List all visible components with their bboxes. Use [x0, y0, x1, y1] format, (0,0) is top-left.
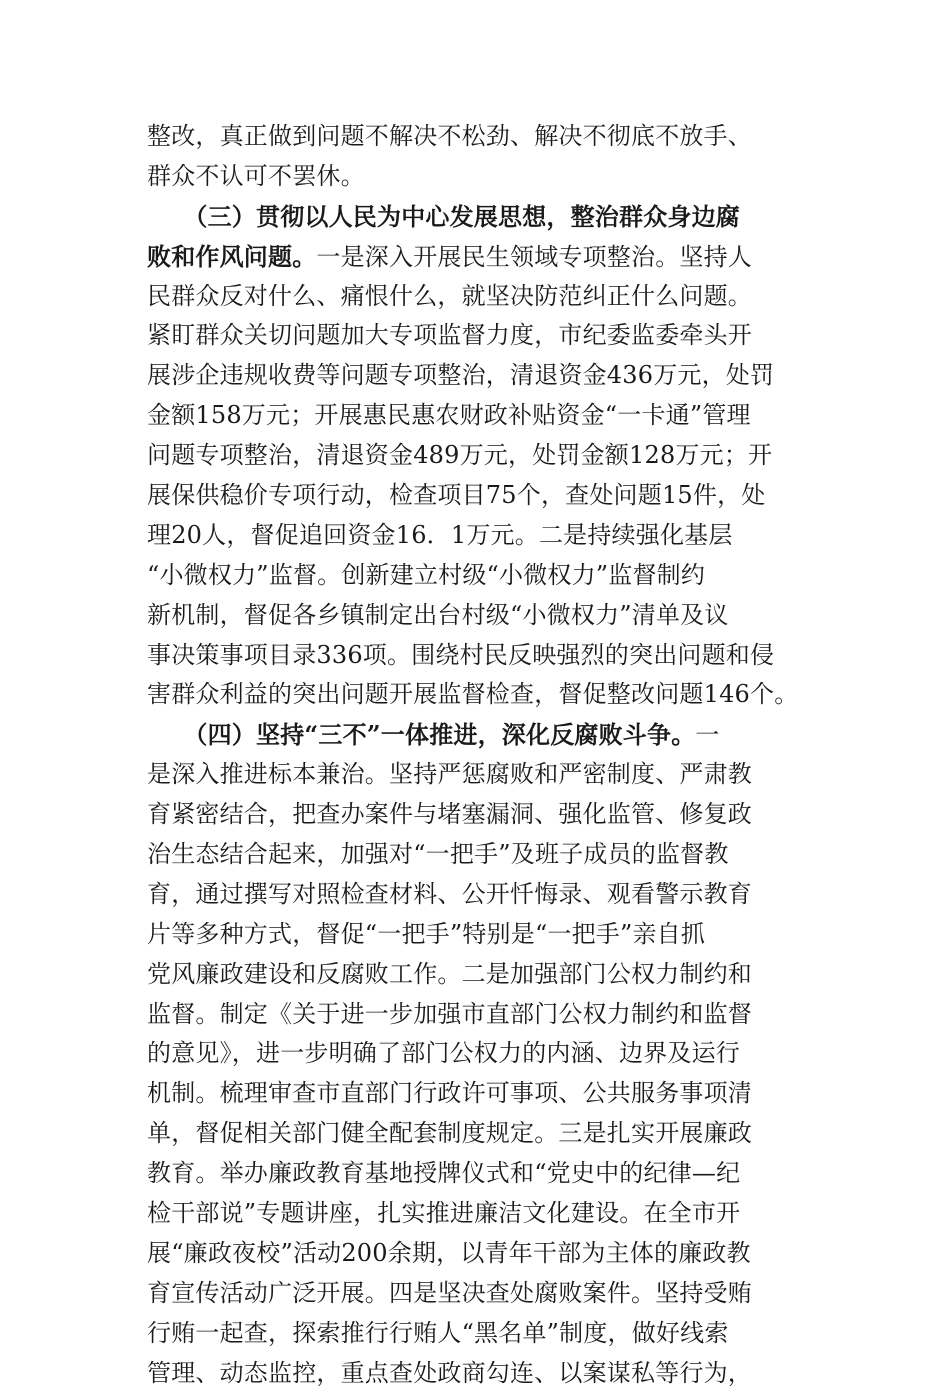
text-run: 问题专项整治，清退资金489万元，处罚金额128万元；开	[147, 441, 773, 470]
text-line	[147, 237, 817, 277]
text-run: 的意见》，进一步明确了部门公权力的内涵、边界及运行	[147, 1039, 740, 1068]
text-line	[147, 995, 817, 1035]
text-line	[147, 715, 817, 755]
text-run: 事决策事项目录336项。围绕村民反映强烈的突出问题和侵	[147, 640, 775, 669]
text-line	[147, 277, 817, 317]
text-run: 紧盯群众关切问题加大专项监督力度，市纪委监委牵头开	[147, 321, 752, 350]
text-run: 治生态结合起来，加强对“一把手”及班子成员的监督教	[147, 840, 729, 869]
text-run: 一是深入开展民生领域专项整治。坚持人	[316, 242, 753, 271]
text-run: 单，督促相关部门健全配套制度规定。三是扎实开展廉政	[147, 1119, 752, 1148]
text-line	[147, 1074, 817, 1114]
text-line	[147, 1034, 817, 1074]
text-run: 行贿一起查，探索推行行贿人“黑名单”制度，做好线索	[147, 1318, 729, 1347]
text-line	[147, 1234, 817, 1274]
text-line	[147, 915, 817, 955]
text-run: 新机制，督促各乡镇制定出台村级“小微权力”清单及议	[147, 600, 729, 629]
text-run: 是深入推进标本兼治。坚持严惩腐败和严密制度、严肃教	[147, 760, 752, 789]
text-run: 育紧密结合，把查办案件与堵塞漏洞、强化监管、修复政	[147, 800, 752, 829]
text-run: 一	[695, 721, 720, 750]
text-line	[147, 875, 817, 915]
bold-text-run: （三）贯彻以人民为中心发展思想，整治群众身边腐	[147, 201, 740, 231]
text-run: 片等多种方式，督促“一把手”特别是“一把手”亲自抓	[147, 919, 706, 948]
text-line	[147, 835, 817, 875]
text-line	[147, 1314, 817, 1354]
text-line	[147, 1274, 817, 1314]
text-run: 育宣传活动广泛开展。四是坚决查处腐败案件。坚持受贿	[147, 1278, 752, 1307]
text-line	[147, 476, 817, 516]
text-line	[147, 197, 817, 237]
text-run: 机制。梳理审查市直部门行政许可事项、公共服务事项清	[147, 1079, 752, 1108]
bold-text-run: （四）坚持“三不”一体推进，深化反腐败斗争。	[147, 720, 696, 750]
text-line	[147, 955, 817, 995]
text-run: 整改，真正做到问题不解决不松劲、解决不彻底不放手、	[147, 122, 752, 150]
text-run: 监督。制定《关于进一步加强市直部门公权力制约和监督	[147, 999, 752, 1028]
text-run: 理20人，督促追回资金16．1万元。二是持续强化基层	[147, 520, 733, 549]
text-line	[147, 675, 817, 715]
text-line	[147, 1154, 817, 1194]
text-line	[147, 516, 817, 556]
text-run: 群众不认可不罢休。	[147, 161, 365, 190]
text-line	[147, 596, 817, 636]
text-run: 检干部说”专题讲座，扎实推进廉洁文化建设。在全市开	[147, 1199, 741, 1228]
text-line	[147, 396, 817, 436]
text-run: 育，通过撰写对照检查材料、公开忏悔录、观看警示教育	[147, 879, 752, 908]
text-line	[147, 795, 817, 835]
text-line	[147, 755, 817, 795]
text-run: 展“廉政夜校”活动200余期，以青年干部为主体的廉政教	[147, 1238, 751, 1267]
text-run: 展保供稳价专项行动，检查项目75个，查处问题15件，处	[147, 481, 766, 510]
text-run: 教育。举办廉政教育基地授牌仪式和“党史中的纪律—纪	[147, 1159, 741, 1188]
text-line	[147, 636, 817, 676]
document-body	[147, 117, 817, 1394]
text-line	[147, 356, 817, 396]
text-run: 害群众利益的突出问题开展监督检查，督促整改问题146个。	[147, 680, 799, 709]
text-run: 管理、动态监控，重点查处政商勾连、以案谋私等行为，	[147, 1358, 752, 1387]
text-line	[147, 1114, 817, 1154]
bold-text-run: 败和作风问题。	[147, 241, 317, 271]
text-line	[147, 316, 817, 356]
text-run: 民群众反对什么、痛恨什么，就坚决防范纠正什么问题。	[147, 281, 752, 310]
text-run: 展涉企违规收费等问题专项整治，清退资金436万元，处罚	[147, 361, 775, 390]
text-run: “小微权力”监督。创新建立村级“小微权力”监督制约	[147, 560, 706, 589]
text-line	[147, 556, 817, 596]
text-line	[147, 157, 817, 197]
text-line	[147, 117, 817, 157]
text-line	[147, 436, 817, 476]
text-run: 金额158万元；开展惠民惠农财政补贴资金“一卡通”管理	[147, 401, 751, 430]
text-line	[147, 1354, 817, 1394]
text-line	[147, 1194, 817, 1234]
text-run: 党风廉政建设和反腐败工作。二是加强部门公权力制约和	[147, 959, 752, 988]
